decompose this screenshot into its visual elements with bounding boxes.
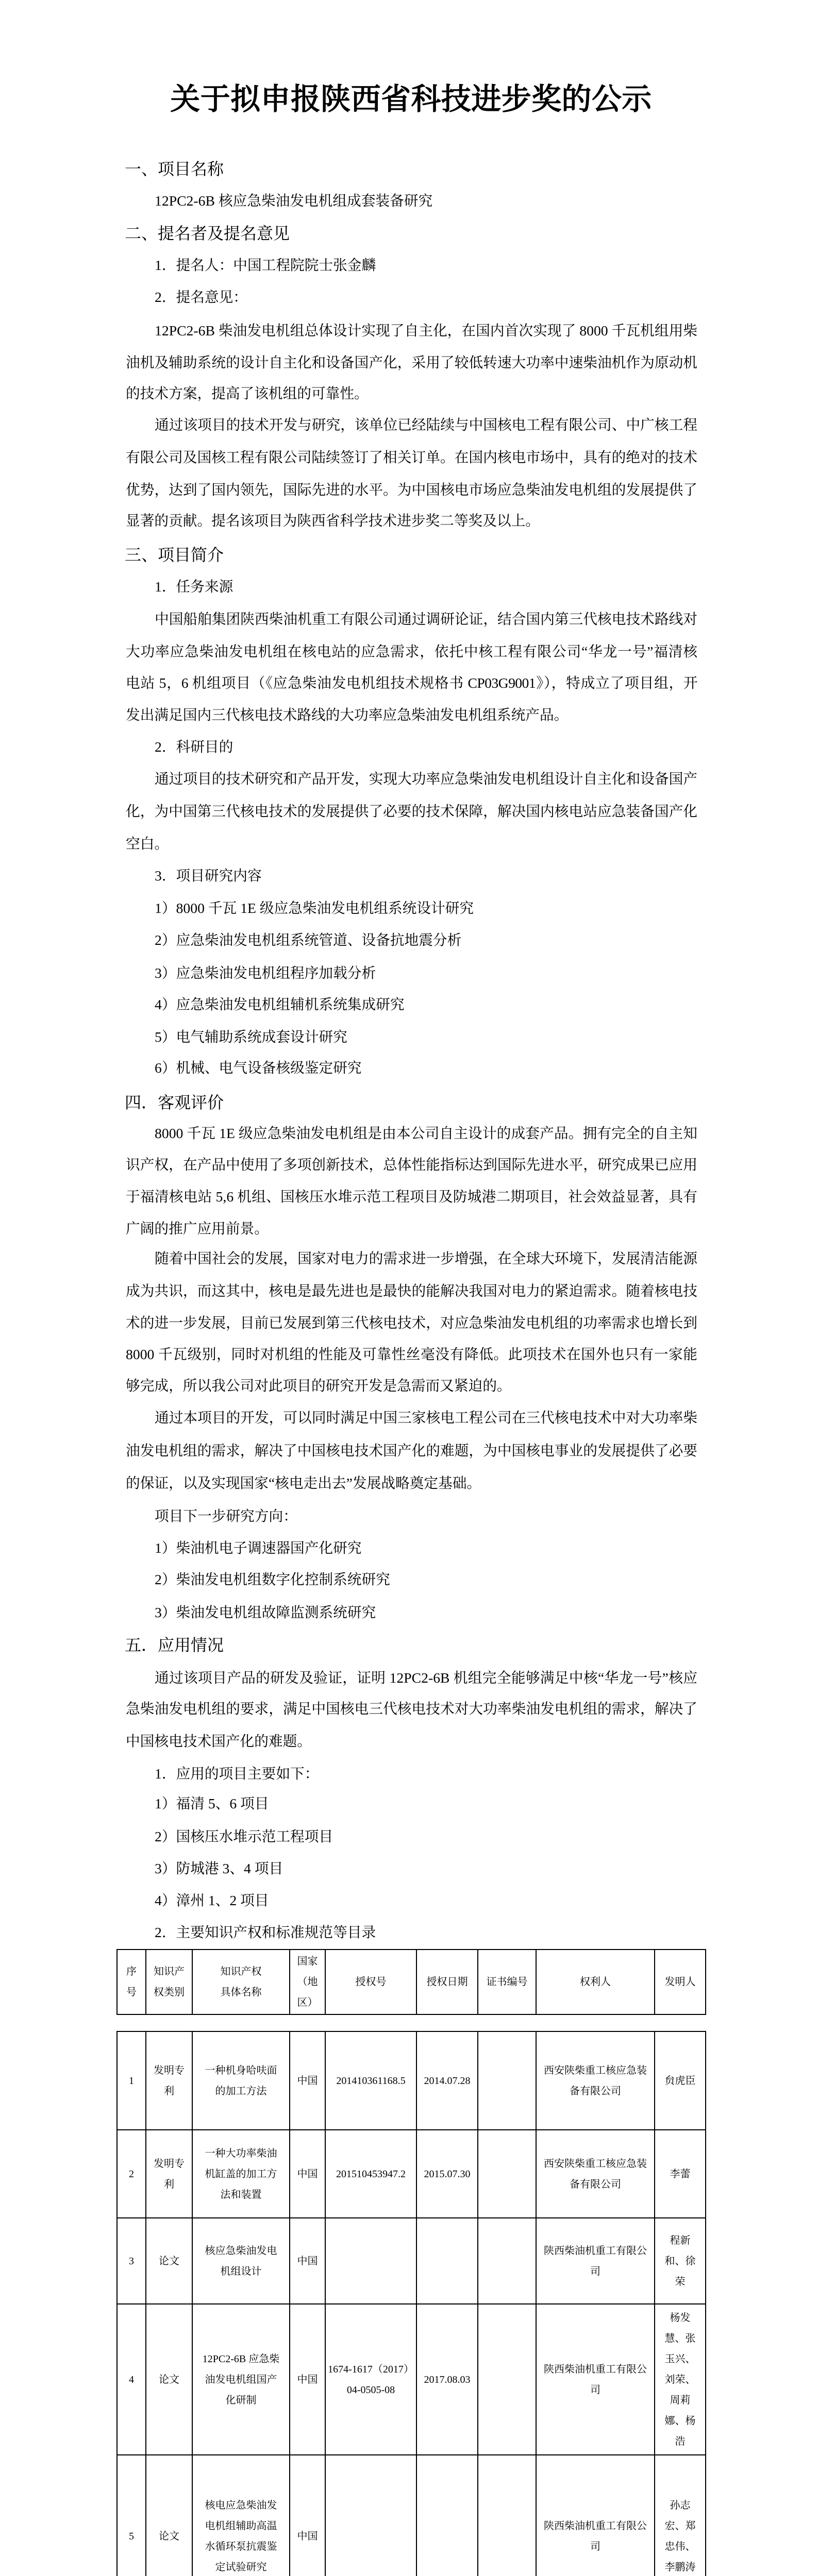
table-cell bbox=[416, 2304, 478, 2455]
paragraph-line: 8000 千瓦级别，同时对机组的性能及可靠性丝毫没有降低。此项技术在国外也只有一家能 bbox=[126, 1346, 697, 1362]
cell-text: 程新 bbox=[670, 2234, 691, 2246]
cell-text: 2014.07.28 bbox=[424, 2075, 471, 2087]
paragraph-line: 化，为中国第三代核电技术的发展提供了必要的技术保障，解决国内核电站应急装备国产化 bbox=[126, 803, 697, 819]
subheading-next-steps: 项目下一步研究方向： bbox=[155, 1508, 297, 1524]
list-item: 5）电气辅助系统成套设计研究 bbox=[155, 1029, 347, 1045]
table-header-cell bbox=[325, 1950, 416, 2014]
cell-text: 核应急柴油发电 bbox=[205, 2245, 277, 2257]
cell-text: 1 bbox=[129, 2075, 134, 2087]
cell-text: 宏、郑 bbox=[664, 2520, 696, 2532]
table-cell bbox=[290, 2130, 325, 2218]
cell-text: 贠虎臣 bbox=[664, 2075, 696, 2087]
paragraph-line: 识产权，在产品中使用了多项创新技术，总体性能指标达到国际先进水平，研究成果已应用 bbox=[126, 1157, 697, 1173]
cell-text: 国家 bbox=[297, 1956, 318, 1967]
paragraph-line: 随着中国社会的发展，国家对电力的需求进一步增强，在全球大环境下，发展清洁能源 bbox=[155, 1250, 697, 1266]
cell-text: 浩 bbox=[675, 2435, 686, 2447]
paragraph-line: 油机及辅助系统的设计自主化和设备国产化，采用了较低转速大功率中速柴油机作为原动机 bbox=[126, 354, 697, 370]
cell-text: 授权日期 bbox=[426, 1976, 468, 1988]
cell-text: 和、徐 bbox=[664, 2255, 696, 2267]
cell-text: 陕西柴油机重工有限公 bbox=[544, 2245, 647, 2257]
cell-text: 忠伟、 bbox=[664, 2540, 696, 2552]
cell-text: 04-0505-08 bbox=[346, 2384, 395, 2396]
cell-text: 慧、张 bbox=[664, 2332, 696, 2344]
table-cell bbox=[655, 2455, 706, 2576]
cell-text: 司 bbox=[590, 2384, 600, 2396]
paragraph-line: 发出满足国内三代核电技术路线的大功率应急柴油发电机组系统产品。 bbox=[126, 707, 569, 723]
subheading-applied-projects: 1．应用的项目主要如下： bbox=[155, 1766, 319, 1782]
cell-text: 孙志 bbox=[670, 2499, 691, 2511]
paragraph-line: 够完成，所以我公司对此项目的研究开发是急需而又紧迫的。 bbox=[126, 1378, 511, 1394]
cell-text: 知识产权 bbox=[220, 1966, 262, 1977]
table-cell bbox=[290, 2455, 325, 2576]
table-header-cell bbox=[192, 1950, 290, 2014]
paragraph-line: 急柴油发电机组的要求，满足中国核电三代核电技术对大功率柴油发电机组的需求，解决了 bbox=[126, 1701, 697, 1717]
cell-text: 西安陕柴重工核应急装 bbox=[544, 2158, 647, 2170]
cell-text: 论文 bbox=[159, 2530, 179, 2542]
list-item: 2）应急柴油发电机组系统管道、设备抗地震分析 bbox=[155, 932, 462, 948]
cell-text: 陕西柴油机重工有限公 bbox=[544, 2520, 647, 2532]
section-heading-nomination: 二、提名者及提名意见 bbox=[125, 224, 290, 243]
cell-text: 号 bbox=[126, 1987, 137, 1998]
cell-text: 2 bbox=[129, 2168, 134, 2180]
list-item: 2）国核压水堆示范工程项目 bbox=[155, 1828, 333, 1844]
ip-table-body bbox=[116, 2031, 706, 2576]
cell-text: 周莉 bbox=[670, 2394, 691, 2406]
cell-text: 权利人 bbox=[580, 1976, 611, 1988]
cell-text: 油发电机组国产 bbox=[205, 2374, 277, 2385]
paragraph-line: 成为共识，而这其中，核电是最先进也是最快的能解决我国对电力的紧迫需求。随着核电技 bbox=[126, 1283, 697, 1299]
nominator: 1．提名人：中国工程院院士张金麟 bbox=[155, 257, 376, 273]
cell-text: 序 bbox=[126, 1966, 137, 1977]
table-cell bbox=[117, 2130, 146, 2218]
table-cell bbox=[192, 2304, 290, 2455]
table-cell bbox=[290, 2304, 325, 2455]
table-cell bbox=[325, 2130, 416, 2218]
table-cell bbox=[290, 2031, 325, 2130]
cell-text: 201510453947.2 bbox=[336, 2168, 406, 2180]
cell-text: 5 bbox=[129, 2530, 134, 2542]
table-header-cell bbox=[655, 1950, 706, 2014]
list-item: 6）机械、电气设备核级鉴定研究 bbox=[155, 1060, 362, 1076]
table-cell bbox=[655, 2031, 706, 2130]
table-cell bbox=[146, 2455, 192, 2576]
cell-text: 2015.07.30 bbox=[424, 2168, 471, 2180]
table-header-row bbox=[117, 1950, 706, 2014]
table-cell bbox=[146, 2218, 192, 2304]
table-cell bbox=[192, 2031, 290, 2130]
table-cell bbox=[536, 2218, 655, 2304]
table-cell bbox=[478, 2218, 536, 2304]
paragraph-line: 中国船舶集团陕西柴油机重工有限公司通过调研论证，结合国内第三代核电技术路线对 bbox=[155, 611, 697, 627]
cell-text: 法和装置 bbox=[220, 2189, 262, 2200]
table-cell bbox=[325, 2455, 416, 2576]
cell-text: 发明专 bbox=[154, 2064, 185, 2076]
table-cell bbox=[146, 2304, 192, 2455]
table-row bbox=[117, 2130, 706, 2218]
cell-text: 核电应急柴油发 bbox=[205, 2499, 277, 2511]
cell-text: 一种大功率柴油 bbox=[205, 2147, 277, 2159]
cell-text: 1674-1617（2017） bbox=[328, 2363, 414, 2375]
subheading-ip-catalog: 2．主要知识产权和标准规范等目录 bbox=[155, 1924, 376, 1940]
paragraph-line: 广阔的推广应用前景。 bbox=[126, 1221, 269, 1236]
cell-text: 论文 bbox=[159, 2374, 179, 2385]
cell-text: 利 bbox=[164, 2178, 174, 2190]
table-cell bbox=[655, 2218, 706, 2304]
table-header-cell bbox=[536, 1950, 655, 2014]
paragraph-line: 12PC2-6B 柴油发电机组总体设计实现了自主化，在国内首次实现了 8000 千瓦机组用柴 bbox=[155, 323, 697, 338]
cell-text: 一种机身哈呋面 bbox=[205, 2064, 277, 2076]
table-cell bbox=[325, 2218, 416, 2304]
cell-text: 区） bbox=[297, 1997, 318, 2008]
paragraph-line: 通过项目的技术研究和产品开发，实现大功率应急柴油发电机组设计自主化和设备国产 bbox=[155, 771, 697, 787]
cell-text: 定试验研究 bbox=[215, 2561, 267, 2573]
table-header-cell bbox=[117, 1950, 146, 2014]
table-cell bbox=[536, 2455, 655, 2576]
section-heading-project-name: 一、项目名称 bbox=[125, 160, 224, 178]
cell-text: 中国 bbox=[297, 2075, 318, 2087]
cell-text: 机缸盖的加工方 bbox=[205, 2168, 277, 2180]
cell-text: 玉兴、 bbox=[664, 2353, 696, 2365]
list-item: 1）柴油机电子调速器国产化研究 bbox=[155, 1540, 362, 1556]
table-row bbox=[117, 2455, 706, 2576]
table-cell bbox=[146, 2031, 192, 2130]
table-cell bbox=[536, 2304, 655, 2455]
cell-text: 化研制 bbox=[225, 2394, 257, 2406]
cell-text: 授权号 bbox=[355, 1976, 387, 1988]
paragraph-line: 的技术方案，提高了该机组的可靠性。 bbox=[126, 385, 369, 401]
paragraph-line: 术的进一步发展，目前已发展到第三代核电技术，对应急柴油发电机组的功率需求也增长到 bbox=[126, 1315, 697, 1331]
table-row bbox=[117, 2218, 706, 2304]
table-cell bbox=[536, 2031, 655, 2130]
subheading-purpose: 2．科研目的 bbox=[155, 739, 233, 755]
table-header-cell bbox=[478, 1950, 536, 2014]
cell-text: 李蕾 bbox=[670, 2168, 691, 2180]
table-cell bbox=[192, 2218, 290, 2304]
page-title: 关于拟申报陕西省科技进步奖的公示 bbox=[170, 82, 652, 116]
cell-text: 权类别 bbox=[154, 1987, 185, 1998]
table-cell bbox=[117, 2455, 146, 2576]
list-item: 3）柴油发电机组故障监测系统研究 bbox=[155, 1604, 376, 1620]
table-cell bbox=[416, 2031, 478, 2130]
list-item: 2）柴油发电机组数字化控制系统研究 bbox=[155, 1571, 390, 1587]
cell-text: 李鹏涛 bbox=[664, 2561, 696, 2573]
cell-text: 12PC2-6B 应急柴 bbox=[202, 2353, 280, 2365]
table-cell bbox=[146, 2130, 192, 2218]
paragraph-line: 通过该项目的技术开发与研究，该单位已经陆续与中国核电工程有限公司、中广核工程 bbox=[155, 417, 697, 433]
table-cell bbox=[325, 2304, 416, 2455]
table-cell bbox=[416, 2218, 478, 2304]
cell-text: 陕西柴油机重工有限公 bbox=[544, 2363, 647, 2375]
cell-text: 知识产 bbox=[154, 1966, 185, 1977]
table-cell bbox=[478, 2130, 536, 2218]
cell-text: 论文 bbox=[159, 2255, 179, 2267]
cell-text: 中国 bbox=[297, 2374, 318, 2385]
table-cell bbox=[478, 2455, 536, 2576]
cell-text: 中国 bbox=[297, 2255, 318, 2267]
cell-text: 备有限公司 bbox=[570, 2085, 621, 2097]
section-heading-application: 五．应用情况 bbox=[125, 1636, 224, 1654]
cell-text: 的加工方法 bbox=[215, 2085, 267, 2097]
table-cell bbox=[655, 2304, 706, 2455]
cell-text: 发明专 bbox=[154, 2158, 185, 2170]
cell-text: 4 bbox=[129, 2374, 134, 2385]
cell-text: 利 bbox=[164, 2085, 174, 2097]
cell-text: 中国 bbox=[297, 2530, 318, 2542]
table-cell bbox=[536, 2130, 655, 2218]
subheading-task-source: 1．任务来源 bbox=[155, 579, 233, 595]
cell-text: 证书编号 bbox=[486, 1976, 528, 1988]
table-cell bbox=[290, 2218, 325, 2304]
cell-text: （地 bbox=[297, 1976, 318, 1988]
paragraph-line: 显著的贡献。提名该项目为陕西省科学技术进步奖二等奖及以上。 bbox=[126, 513, 540, 529]
table-cell bbox=[325, 2031, 416, 2130]
list-item: 3）应急柴油发电机组程序加载分析 bbox=[155, 965, 376, 981]
table-header-cell bbox=[290, 1950, 325, 2014]
cell-text: 发明人 bbox=[664, 1976, 696, 1988]
cell-text: 荣 bbox=[675, 2276, 686, 2287]
opinion-label: 2．提名意见： bbox=[155, 289, 247, 305]
cell-text: 电机组辅助高温 bbox=[205, 2520, 277, 2532]
cell-text: 201410361168.5 bbox=[336, 2075, 406, 2087]
table-cell bbox=[117, 2218, 146, 2304]
paragraph-line: 于福清核电站 5,6 机组、国核压水堆示范工程项目及防城港二期项目，社会效益显著，具有 bbox=[126, 1189, 697, 1205]
list-item: 1）8000 千瓦 1E 级应急柴油发电机组系统设计研究 bbox=[155, 900, 474, 916]
table-cell bbox=[655, 2130, 706, 2218]
paragraph-line: 中国核电技术国产化的难题。 bbox=[126, 1733, 311, 1749]
table-header-cell bbox=[146, 1950, 192, 2014]
paragraph-line: 的保证，以及实现国家“核电走出去”发展战略奠定基础。 bbox=[126, 1475, 481, 1491]
paragraph-line: 通过本项目的开发，可以同时满足中国三家核电工程公司在三代核电技术中对大功率柴 bbox=[155, 1410, 697, 1426]
table-cell bbox=[416, 2455, 478, 2576]
paragraph-line: 电站 5，6 机组项目（《应急柴油发电机组技术规格书 CP03G9001》），特成立了项目组，开 bbox=[126, 675, 697, 691]
table-header-cell bbox=[416, 1950, 478, 2014]
table-cell bbox=[478, 2304, 536, 2455]
paragraph-line: 优势，达到了国内领先，国际先进的水平。为中国核电市场应急柴油发电机组的发展提供了 bbox=[126, 482, 697, 498]
cell-text: 娜、杨 bbox=[664, 2415, 696, 2427]
table-cell bbox=[192, 2130, 290, 2218]
cell-text: 机组设计 bbox=[220, 2265, 262, 2277]
cell-text: 司 bbox=[590, 2540, 600, 2552]
list-item: 1）福清 5、6 项目 bbox=[155, 1795, 269, 1811]
section-heading-introduction: 三、项目简介 bbox=[125, 546, 224, 564]
cell-text: 杨发 bbox=[670, 2312, 691, 2324]
paragraph-line: 8000 千瓦 1E 级应急柴油发电机组是由本公司自主设计的成套产品。拥有完全的自主知 bbox=[155, 1125, 697, 1141]
paragraph-line: 大功率应急柴油发电机组在核电站的应急需求，依托中核工程有限公司“华龙一号”福清核 bbox=[126, 643, 697, 659]
cell-text: 具体名称 bbox=[220, 1987, 262, 1998]
list-item: 4）漳州 1、2 项目 bbox=[155, 1892, 269, 1908]
project-name: 12PC2-6B 核应急柴油发电机组成套装备研究 bbox=[155, 193, 433, 209]
table-cell bbox=[192, 2455, 290, 2576]
cell-text: 司 bbox=[590, 2265, 600, 2277]
cell-text: 2017.08.03 bbox=[424, 2374, 471, 2385]
table-cell bbox=[478, 2031, 536, 2130]
ip-table-header bbox=[116, 1949, 706, 2015]
subheading-research-content: 3．项目研究内容 bbox=[155, 868, 262, 884]
table-row bbox=[117, 2031, 706, 2130]
paragraph-line: 油发电机组的需求，解决了中国核电技术国产化的难题，为中国核电事业的发展提供了必要 bbox=[126, 1443, 697, 1459]
cell-text: 水循环泵抗震鉴 bbox=[205, 2540, 277, 2552]
table-row bbox=[117, 2304, 706, 2455]
table-cell bbox=[117, 2304, 146, 2455]
paragraph-line: 有限公司及国核工程有限公司陆续签订了相关订单。在国内核电市场中，具有的绝对的技术 bbox=[126, 449, 697, 465]
cell-text: 刘荣、 bbox=[664, 2374, 696, 2385]
table-cell bbox=[117, 2031, 146, 2130]
cell-text: 备有限公司 bbox=[570, 2178, 621, 2190]
cell-text: 中国 bbox=[297, 2168, 318, 2180]
cell-text: 3 bbox=[129, 2255, 134, 2267]
list-item: 3）防城港 3、4 项目 bbox=[155, 1860, 283, 1876]
section-heading-evaluation: 四．客观评价 bbox=[125, 1093, 224, 1112]
paragraph-line: 通过该项目产品的研发及验证，证明 12PC2-6B 机组完全能够满足中核“华龙一号”核应 bbox=[155, 1670, 697, 1686]
table-cell bbox=[416, 2130, 478, 2218]
paragraph-line: 空白。 bbox=[126, 836, 169, 852]
cell-text: 西安陕柴重工核应急装 bbox=[544, 2064, 647, 2076]
list-item: 4）应急柴油发电机组辅机系统集成研究 bbox=[155, 996, 405, 1012]
